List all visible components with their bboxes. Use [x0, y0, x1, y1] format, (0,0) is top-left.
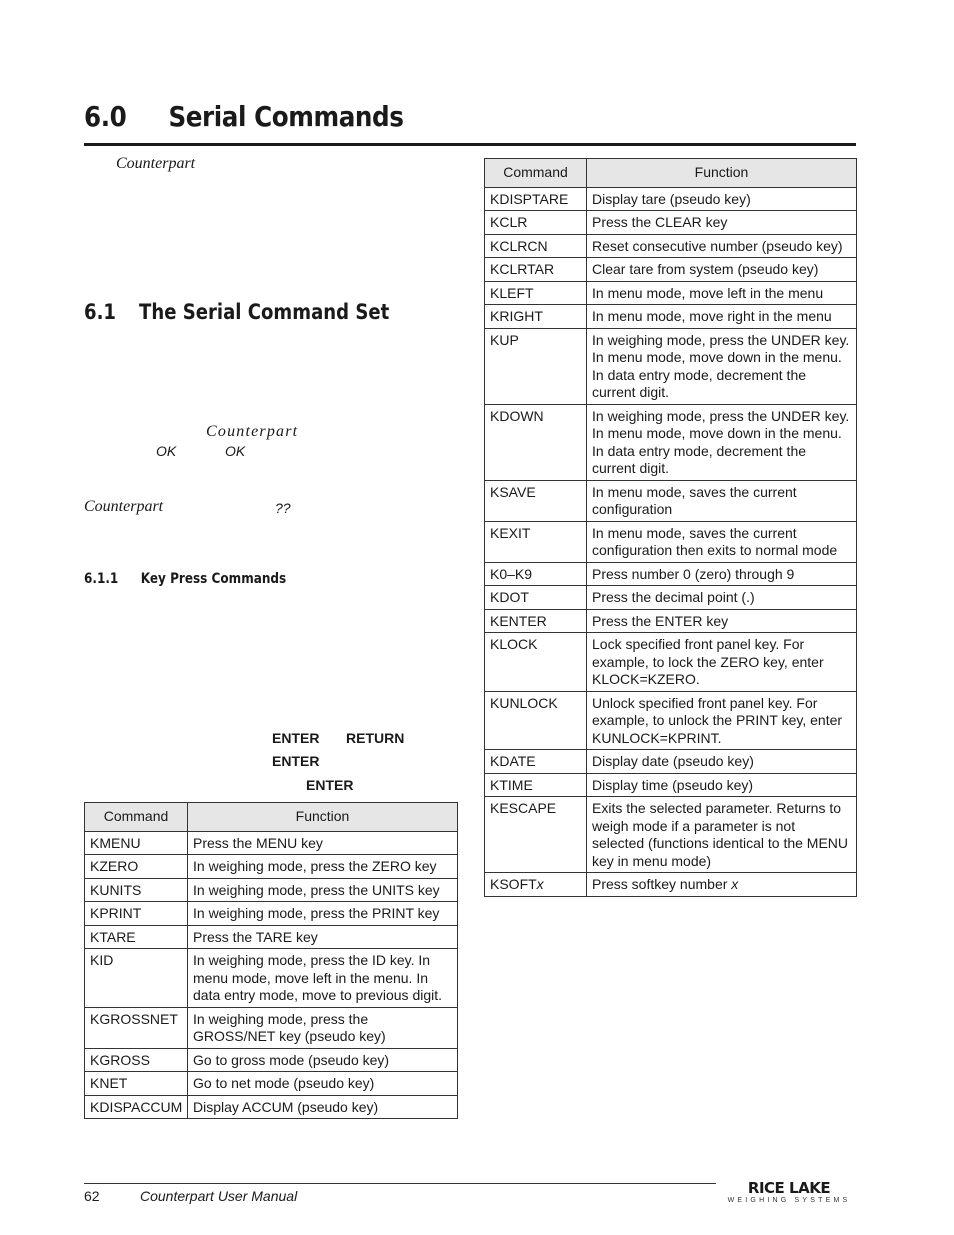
table-row [485, 328, 857, 404]
section-heading [84, 100, 403, 133]
function-cell: Display date (pseudo key) [587, 750, 857, 774]
return-key: RETURN [346, 730, 405, 746]
function-cell: In menu mode, saves the current configuration [587, 480, 857, 521]
function-cell: Press the CLEAR key [587, 211, 857, 235]
command-cell: KGROSSNET [85, 1007, 188, 1048]
function-cell: Press softkey number x [587, 873, 857, 897]
table-row [85, 1072, 458, 1096]
command-cell: KCLRTAR [485, 258, 587, 282]
command-cell: KPRINT [85, 902, 188, 926]
function-cell: In weighing mode, press the ZERO key [188, 855, 458, 879]
table-row [85, 878, 458, 902]
footer-rule [84, 1183, 716, 1184]
table-row [85, 1007, 458, 1048]
table-row [485, 586, 857, 610]
table-row [485, 609, 857, 633]
function-cell: Unlock specified front panel key. For example, to unlock the PRINT key, enter KUNLOCK=KPRINT. [587, 691, 857, 750]
function-cell: In weighing mode, press the UNITS key [188, 878, 458, 902]
table-header-row [485, 159, 857, 188]
function-cell: Press the MENU key [188, 831, 458, 855]
page-number: 62 [84, 1188, 100, 1204]
command-cell: KUNITS [85, 878, 188, 902]
function-column-header: Function [587, 159, 857, 188]
function-column-header: Function [188, 803, 458, 832]
left-command-table [84, 802, 458, 1119]
table-row [85, 925, 458, 949]
command-cell: KDOWN [485, 404, 587, 480]
subsection-number: 6.1 [84, 300, 116, 324]
command-cell: KNET [85, 1072, 188, 1096]
function-cell: In weighing mode, press the PRINT key [188, 902, 458, 926]
table-row [85, 949, 458, 1008]
function-cell: Display ACCUM (pseudo key) [188, 1095, 458, 1119]
command-cell: KTIME [485, 773, 587, 797]
command-cell: KTARE [85, 925, 188, 949]
ok-response-1: OK [156, 443, 177, 459]
table-row [485, 211, 857, 235]
table-row [485, 480, 857, 521]
table-row [485, 234, 857, 258]
enter-key-3: ENTER [306, 777, 354, 793]
table-row [485, 187, 857, 211]
subsection-heading [84, 300, 389, 324]
function-cell: Press the decimal point (.) [587, 586, 857, 610]
table-row [485, 258, 857, 282]
subsubsection-number: 6.1.1 [84, 571, 119, 587]
table-row [85, 1048, 458, 1072]
error-response: ?? [275, 500, 291, 516]
function-cell: Go to gross mode (pseudo key) [188, 1048, 458, 1072]
command-cell: KRIGHT [485, 305, 587, 329]
right-command-table [484, 158, 857, 897]
body-product-name-2: Counterpart [84, 498, 164, 515]
table-row [485, 281, 857, 305]
command-cell: KDATE [485, 750, 587, 774]
heading-rule [84, 143, 856, 146]
command-cell: KDISPACCUM [85, 1095, 188, 1119]
section-title: Serial Commands [168, 100, 404, 133]
command-cell: KZERO [85, 855, 188, 879]
enter-key-1: ENTER [272, 730, 320, 746]
command-cell: KGROSS [85, 1048, 188, 1072]
command-cell: KSAVE [485, 480, 587, 521]
command-column-header: Command [485, 159, 587, 188]
manual-title: Counterpart User Manual [140, 1188, 298, 1204]
table-row [85, 1095, 458, 1119]
function-cell: In weighing mode, press the ID key. In menu mode, move left in the menu. In data entry mode, move to previous digit. [188, 949, 458, 1008]
command-column-header: Command [85, 803, 188, 832]
intro-product-name: Counterpart [116, 155, 196, 172]
table-row [485, 404, 857, 480]
function-cell: Lock specified front panel key. For example, to lock the ZERO key, enter KLOCK=KZERO. [587, 633, 857, 692]
function-cell: In menu mode, move right in the menu [587, 305, 857, 329]
table-row [485, 691, 857, 750]
function-cell: Display tare (pseudo key) [587, 187, 857, 211]
command-cell: K0–K9 [485, 562, 587, 586]
table-row [485, 750, 857, 774]
function-cell: Exits the selected parameter. Returns to weigh mode if a parameter is not selected (functions identical to the MENU key in menu mode) [587, 797, 857, 873]
command-cell: KLOCK [485, 633, 587, 692]
function-cell: Clear tare from system (pseudo key) [587, 258, 857, 282]
function-cell: In weighing mode, press the UNDER key. In menu mode, move down in the menu. In data entry mode, decrement the current digit. [587, 404, 857, 480]
function-cell: In menu mode, saves the current configuration then exits to normal mode [587, 521, 857, 562]
table-row [485, 521, 857, 562]
enter-key-2: ENTER [272, 753, 320, 769]
command-cell: KEXIT [485, 521, 587, 562]
command-cell: KCLRCN [485, 234, 587, 258]
table-row [85, 902, 458, 926]
table-row [485, 633, 857, 692]
function-cell: In weighing mode, press the UNDER key. In menu mode, move down in the menu. In data entry mode, decrement the current digit. [587, 328, 857, 404]
function-cell: In weighing mode, press the GROSS/NET key (pseudo key) [188, 1007, 458, 1048]
table-row [85, 855, 458, 879]
table-row [485, 873, 857, 897]
logo-subtitle: WEIGHING SYSTEMS [727, 1197, 851, 1204]
subsubsection-title: Key Press Commands [140, 571, 287, 587]
command-cell: KUP [485, 328, 587, 404]
rice-lake-logo [726, 1180, 852, 1205]
function-cell: Reset consecutive number (pseudo key) [587, 234, 857, 258]
command-cell: KSOFTx [485, 873, 587, 897]
command-cell: KENTER [485, 609, 587, 633]
subsubsection-heading [84, 571, 286, 587]
command-cell: KESCAPE [485, 797, 587, 873]
function-cell: Press the TARE key [188, 925, 458, 949]
ok-response-2: OK [225, 443, 246, 459]
body-product-name: Counterpart [206, 423, 299, 440]
table-row [485, 797, 857, 873]
command-cell: KLEFT [485, 281, 587, 305]
table-row [485, 562, 857, 586]
function-cell: Go to net mode (pseudo key) [188, 1072, 458, 1096]
function-cell: In menu mode, move left in the menu [587, 281, 857, 305]
command-cell: KMENU [85, 831, 188, 855]
table-header-row [85, 803, 458, 832]
function-cell: Press the ENTER key [587, 609, 857, 633]
subsection-title: The Serial Command Set [139, 300, 390, 324]
function-cell: Press number 0 (zero) through 9 [587, 562, 857, 586]
table-row [485, 305, 857, 329]
table-row [485, 773, 857, 797]
command-cell: KUNLOCK [485, 691, 587, 750]
logo-brand: RICE LAKE [747, 1179, 831, 1197]
function-cell: Display time (pseudo key) [587, 773, 857, 797]
command-cell: KCLR [485, 211, 587, 235]
table-row [85, 831, 458, 855]
command-cell: KDOT [485, 586, 587, 610]
section-number: 6.0 [84, 100, 127, 133]
command-cell: KDISPTARE [485, 187, 587, 211]
command-cell: KID [85, 949, 188, 1008]
